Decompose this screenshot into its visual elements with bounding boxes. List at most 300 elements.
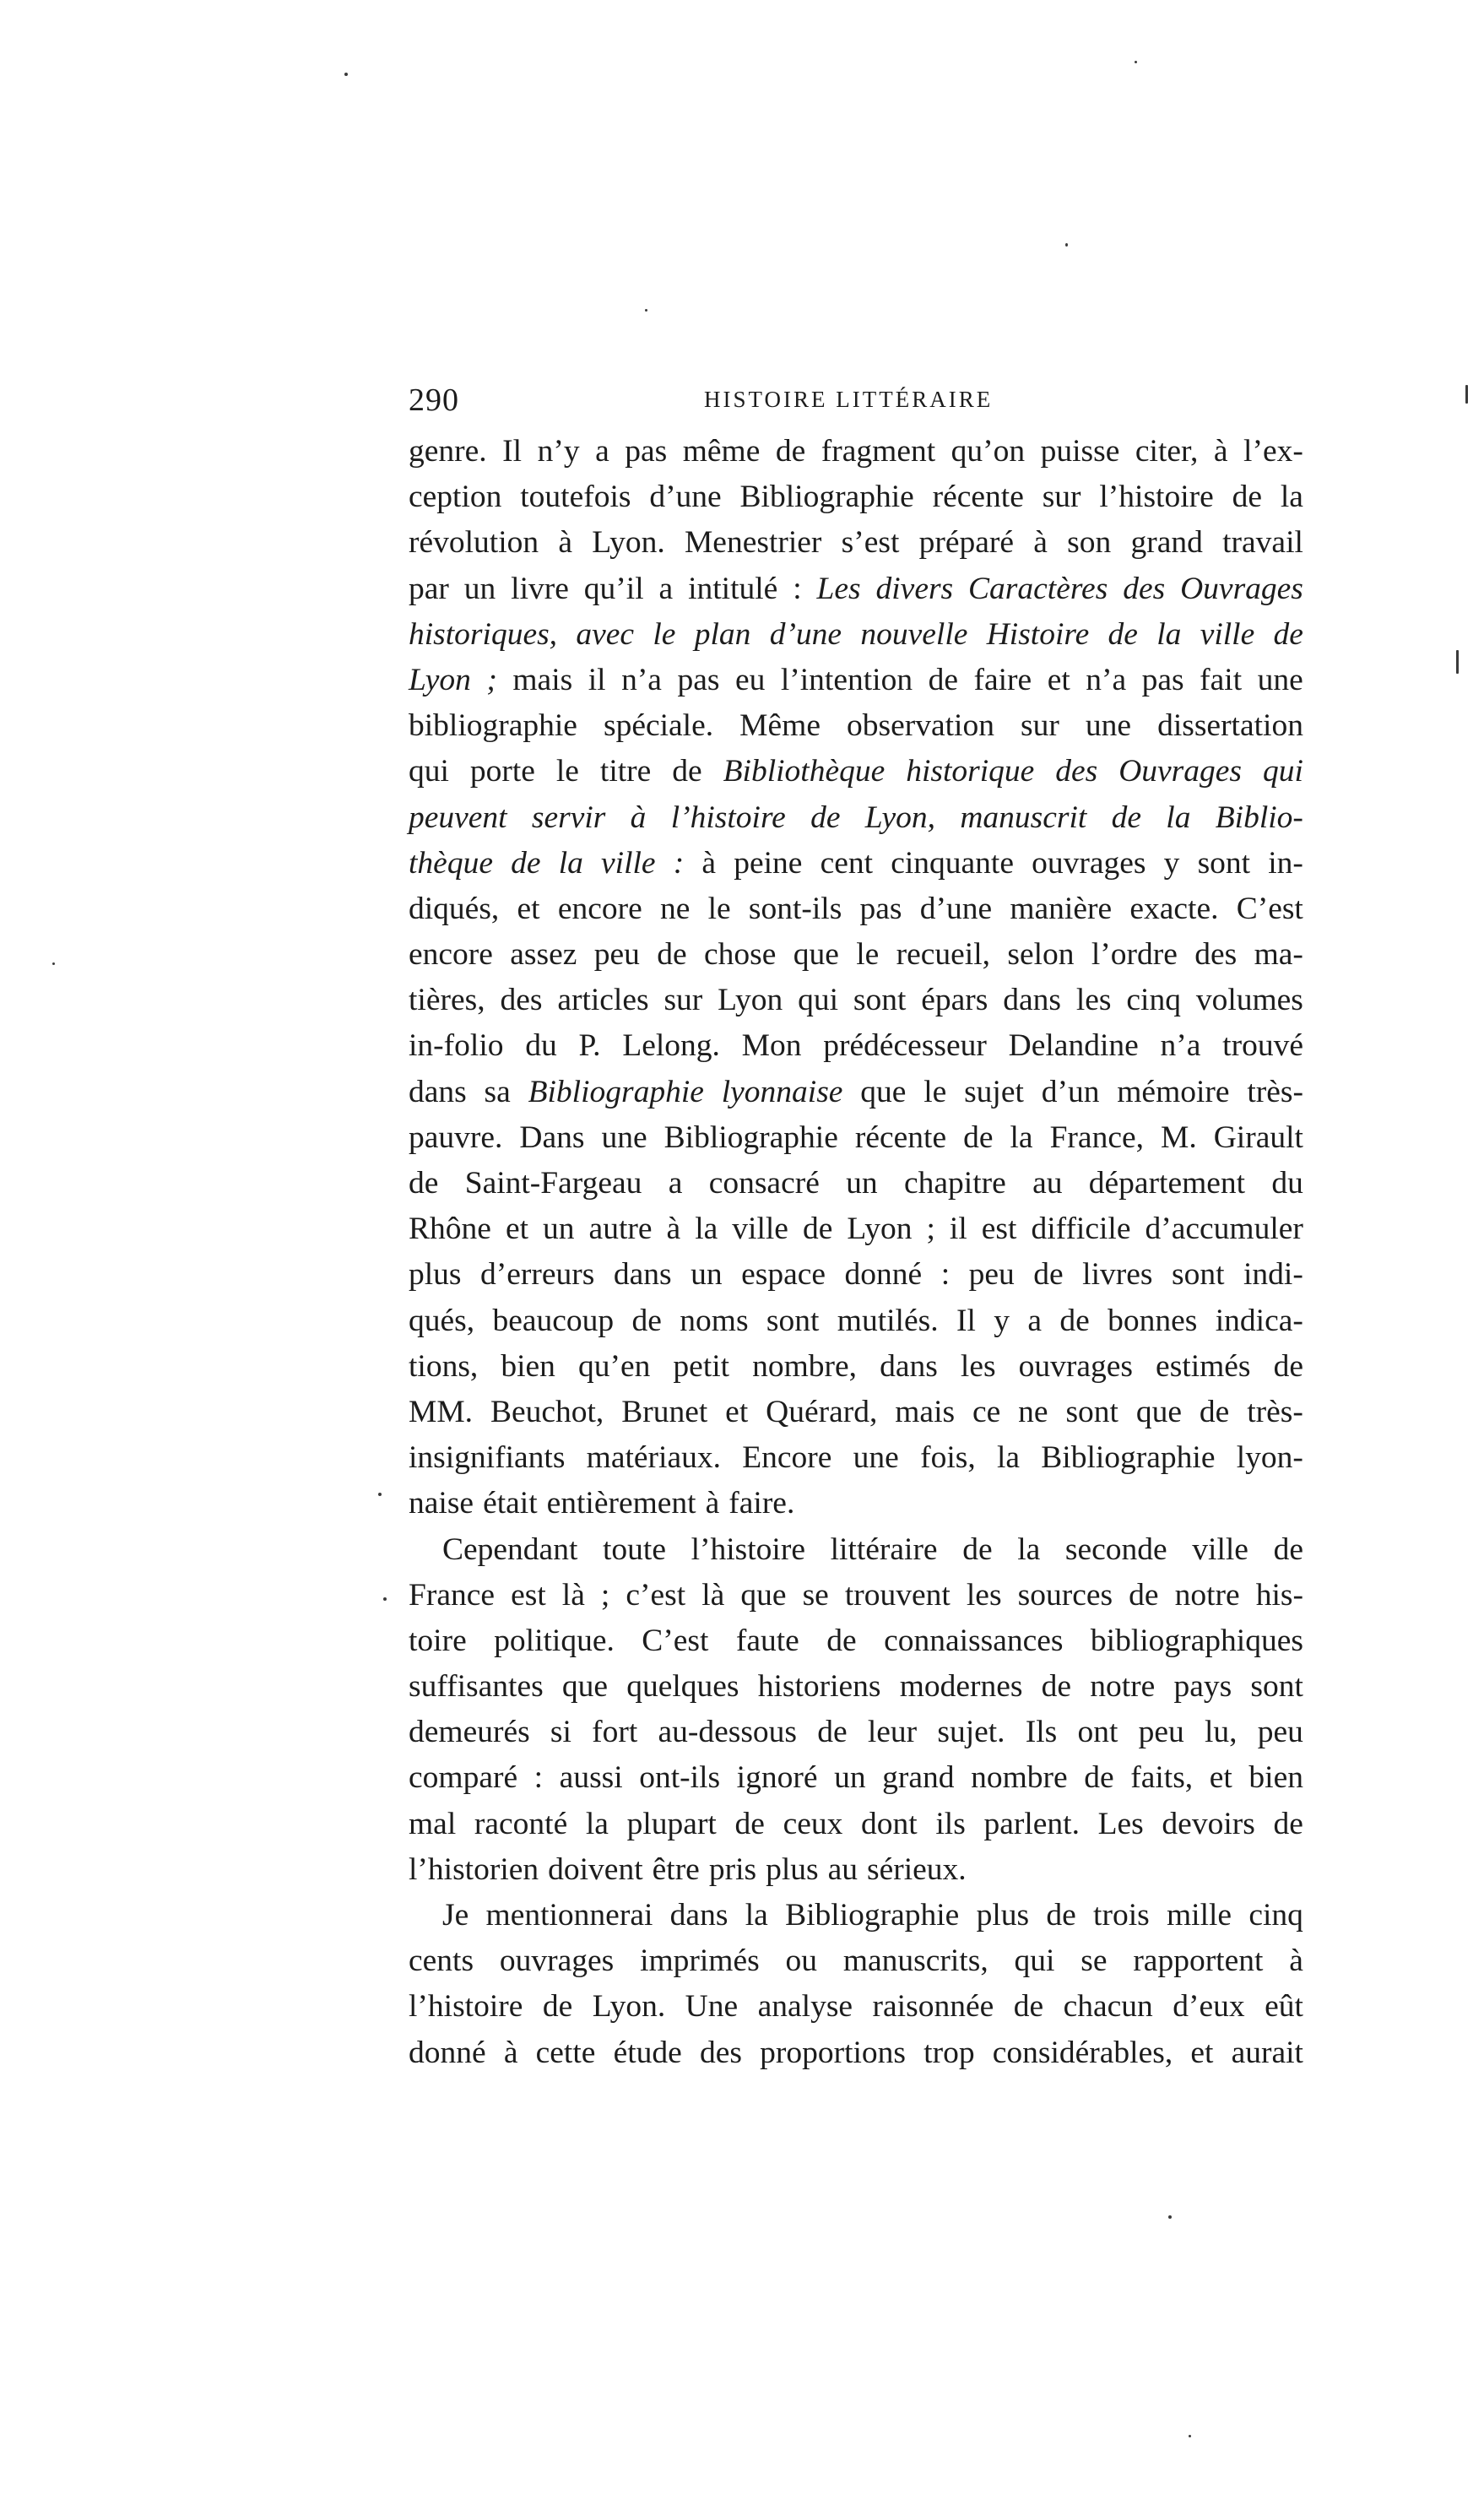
word: de xyxy=(1046,1898,1076,1933)
word: Encore xyxy=(742,1440,832,1476)
word: de xyxy=(1273,1348,1303,1384)
word: ception xyxy=(409,480,502,515)
word: sources xyxy=(1017,1577,1113,1613)
word: indi- xyxy=(1243,1257,1303,1293)
word: d’une xyxy=(769,616,842,652)
word: consacré xyxy=(708,1166,820,1201)
word: Biblio- xyxy=(1215,800,1303,835)
word: naise xyxy=(409,1486,474,1521)
text-line xyxy=(409,886,1303,932)
word: sujet xyxy=(964,1074,1024,1109)
word: la xyxy=(1166,800,1191,835)
word: lyonnaise xyxy=(721,1074,843,1109)
word: de xyxy=(1129,1577,1159,1613)
word: bien xyxy=(501,1348,555,1384)
word: qui xyxy=(798,983,839,1018)
text-line xyxy=(409,1481,1303,1526)
word: récente xyxy=(932,480,1024,515)
word: c’est xyxy=(626,1577,686,1613)
word: faire. xyxy=(728,1486,795,1521)
word: le xyxy=(856,937,880,973)
word: ; xyxy=(926,1212,935,1247)
word: considérables, xyxy=(992,2035,1173,2070)
word: Quérard, xyxy=(766,1394,878,1429)
word: doivent xyxy=(548,1851,643,1887)
word: Lyon. xyxy=(592,525,665,561)
scan-speck xyxy=(1189,2435,1191,2437)
word: de xyxy=(1108,616,1138,652)
word: et xyxy=(1190,2035,1214,2070)
word: pas xyxy=(1141,662,1184,697)
word: révolution xyxy=(409,525,539,561)
word: genre. xyxy=(409,434,487,469)
word: d’une xyxy=(649,480,722,515)
word: grand xyxy=(882,1760,955,1796)
word: d’une xyxy=(919,891,993,926)
word: : xyxy=(673,845,685,881)
word: Ils xyxy=(1025,1715,1058,1750)
word: Lyon. xyxy=(592,1989,666,2025)
word: faute xyxy=(735,1623,799,1658)
word: n’y xyxy=(537,434,580,469)
word: chose xyxy=(703,937,777,973)
text-line xyxy=(409,749,1303,794)
word: plupart xyxy=(626,1806,717,1841)
word: toute xyxy=(602,1531,666,1567)
word: a xyxy=(1027,1303,1042,1338)
text-line xyxy=(409,932,1303,978)
word: qu’en xyxy=(577,1348,651,1384)
word: eu xyxy=(734,662,766,697)
word: Ouvrages xyxy=(1180,571,1303,606)
word: ville xyxy=(1192,1531,1248,1567)
word: Caractères xyxy=(968,571,1108,606)
word: peu xyxy=(1257,1715,1303,1750)
word: département xyxy=(1088,1166,1246,1201)
word: fort xyxy=(592,1715,638,1750)
word: ignoré xyxy=(736,1760,818,1796)
word: la xyxy=(1010,1119,1033,1155)
word: de xyxy=(775,434,806,469)
word: la xyxy=(695,1212,718,1247)
word: demeurés xyxy=(409,1715,530,1750)
word: politique. xyxy=(494,1623,615,1658)
word: peine xyxy=(734,845,803,881)
word: indica- xyxy=(1215,1303,1303,1338)
word: une xyxy=(1257,662,1303,697)
word: l’histoire xyxy=(409,1989,523,2025)
word: tions, xyxy=(409,1348,479,1384)
word: à xyxy=(1289,1943,1303,1979)
word: un xyxy=(834,1760,866,1796)
text-line xyxy=(409,612,1303,658)
word: de xyxy=(657,937,687,973)
word: là xyxy=(701,1577,725,1613)
word: in-folio xyxy=(409,1028,504,1064)
word: Ouvrages xyxy=(1118,754,1243,789)
word: devoirs xyxy=(1162,1806,1255,1841)
word: proportions xyxy=(760,2035,907,2070)
word: qui xyxy=(409,754,449,789)
word: être xyxy=(652,1851,700,1887)
word: une xyxy=(601,1119,647,1155)
word: estimés xyxy=(1156,1348,1251,1384)
word: de xyxy=(1041,1669,1072,1705)
word: une xyxy=(1085,708,1132,744)
text-line xyxy=(409,703,1303,749)
word: que xyxy=(860,1074,907,1109)
text-line xyxy=(409,1390,1303,1435)
word: une xyxy=(853,1440,899,1476)
word: ville xyxy=(601,845,656,881)
word: sont-ils xyxy=(748,891,842,926)
word: sur xyxy=(1042,480,1081,515)
word: tières, xyxy=(409,983,485,1018)
word: par xyxy=(409,571,449,606)
scan-speck xyxy=(52,962,55,965)
word: parlent. xyxy=(983,1806,1080,1841)
word: sujet. xyxy=(937,1715,1005,1750)
word: de xyxy=(409,1166,439,1201)
word: de xyxy=(810,800,841,835)
word: à xyxy=(705,1486,720,1521)
word: volumes xyxy=(1195,983,1303,1018)
word: ville xyxy=(732,1212,788,1247)
word: du xyxy=(525,1028,557,1064)
word: de xyxy=(1111,800,1142,835)
word: Les xyxy=(816,571,861,606)
word: nouvelle xyxy=(860,616,968,652)
word: toire xyxy=(409,1623,467,1658)
word: des xyxy=(1055,754,1098,789)
word: Delandine xyxy=(1008,1028,1139,1064)
word: espace xyxy=(741,1257,826,1293)
word: bibliographiques xyxy=(1090,1623,1303,1658)
word: ouvrages xyxy=(1018,1348,1133,1384)
text-line xyxy=(409,1893,1303,1938)
word: Beuchot, xyxy=(490,1394,604,1429)
word: à xyxy=(558,525,573,561)
word: ne xyxy=(659,891,691,926)
word: ma- xyxy=(1254,937,1303,973)
word: modernes xyxy=(899,1669,1023,1705)
word: la xyxy=(1017,1531,1041,1567)
word: de xyxy=(672,754,702,789)
word: travail xyxy=(1222,525,1303,561)
word: sont xyxy=(853,983,907,1018)
word: puisse xyxy=(1040,434,1120,469)
word: de xyxy=(1084,1760,1114,1796)
word: avec xyxy=(576,616,635,652)
word: et xyxy=(725,1394,749,1429)
word: donné xyxy=(409,2035,486,2070)
word: Les xyxy=(1097,1806,1144,1841)
scan-speck xyxy=(383,1597,387,1601)
word: d’accumuler xyxy=(1145,1212,1303,1247)
word: manuscrit xyxy=(960,800,1087,835)
word: nombre xyxy=(971,1760,1068,1796)
word: Brunet xyxy=(621,1394,708,1429)
word: recueil, xyxy=(896,937,991,973)
word: thèque xyxy=(409,845,493,881)
word: qu’il xyxy=(583,571,644,606)
word: lu, xyxy=(1204,1715,1238,1750)
word: qui xyxy=(1262,754,1303,789)
word: de xyxy=(1273,1806,1303,1841)
word: citer, xyxy=(1135,434,1199,469)
word: est xyxy=(981,1212,1017,1247)
word: : xyxy=(793,571,802,606)
word: que xyxy=(793,937,839,973)
word: très- xyxy=(1247,1074,1303,1109)
word: MM. xyxy=(409,1394,474,1429)
word: le xyxy=(653,616,676,652)
text-line xyxy=(409,1755,1303,1801)
word: chacun xyxy=(1063,1989,1153,2025)
word: à xyxy=(503,2035,518,2070)
text-line xyxy=(409,1573,1303,1618)
text-line xyxy=(409,567,1303,612)
word: Lyon xyxy=(718,983,783,1018)
word: se xyxy=(1081,1943,1108,1979)
word: Il xyxy=(956,1303,976,1338)
word: très- xyxy=(1247,1394,1303,1429)
word: Même xyxy=(739,708,821,744)
word: his- xyxy=(1255,1577,1303,1613)
word: à xyxy=(666,1212,681,1247)
scan-speck xyxy=(1135,61,1137,63)
word: d’erreurs xyxy=(480,1257,595,1293)
word: il xyxy=(949,1212,967,1247)
word: trois xyxy=(1093,1898,1150,1933)
text-line xyxy=(409,1206,1303,1252)
word: même xyxy=(682,434,761,469)
word: C’est xyxy=(642,1623,709,1658)
word: servir xyxy=(531,800,606,835)
word: de xyxy=(962,1531,993,1567)
word: que xyxy=(561,1669,609,1705)
word: peu xyxy=(968,1257,1015,1293)
word: de xyxy=(1232,480,1263,515)
word: mémoire xyxy=(1117,1074,1230,1109)
word: Girault xyxy=(1213,1119,1303,1155)
word: peu xyxy=(1138,1715,1184,1750)
text-line xyxy=(409,1070,1303,1115)
word: cent xyxy=(820,845,874,881)
word: des xyxy=(1194,937,1238,973)
word: de xyxy=(928,662,958,697)
word: selon xyxy=(1007,937,1075,973)
word: la xyxy=(745,1898,768,1933)
word: la xyxy=(996,1440,1021,1476)
word: et xyxy=(505,1212,529,1247)
word: ont xyxy=(1077,1715,1118,1750)
word: suffisantes xyxy=(409,1669,544,1705)
word: qu’on xyxy=(951,434,1026,469)
word: pas xyxy=(859,891,902,926)
word: historique xyxy=(906,754,1035,789)
word: étude xyxy=(613,2035,682,2070)
word: sont xyxy=(1250,1669,1303,1705)
text-line xyxy=(409,1435,1303,1481)
word: sont xyxy=(1197,845,1251,881)
word: que xyxy=(1135,1394,1183,1429)
word: un xyxy=(846,1166,878,1201)
word: Une xyxy=(685,1989,739,2025)
word: assez xyxy=(510,937,577,973)
word: Rhône xyxy=(409,1212,491,1247)
word: s’est xyxy=(841,525,900,561)
word: de xyxy=(542,1989,573,2025)
word: que xyxy=(740,1577,787,1613)
text-line xyxy=(409,1710,1303,1755)
word: récente xyxy=(854,1119,947,1155)
word: mentionnerai xyxy=(485,1898,653,1933)
word: qués, xyxy=(409,1303,475,1338)
word: Je xyxy=(442,1898,469,1933)
text-line xyxy=(409,1984,1303,2030)
word: Lelong. xyxy=(622,1028,720,1064)
word: du xyxy=(1271,1166,1303,1201)
word: peu xyxy=(593,937,640,973)
scan-speck xyxy=(1456,650,1459,674)
word: au xyxy=(1032,1166,1063,1201)
word: au-dessous xyxy=(658,1715,798,1750)
word: un xyxy=(543,1212,575,1247)
word: y xyxy=(994,1303,1010,1338)
word: faits, xyxy=(1130,1760,1194,1796)
word: France, xyxy=(1049,1119,1144,1155)
word: était xyxy=(483,1486,538,1521)
word: pauvre. xyxy=(409,1119,503,1155)
word: aussi xyxy=(559,1760,623,1796)
word: ne xyxy=(1018,1394,1048,1429)
word: la xyxy=(558,845,583,881)
word: y xyxy=(1163,845,1180,881)
word: sérieux. xyxy=(867,1851,967,1887)
word: de xyxy=(511,845,541,881)
text-line xyxy=(409,1344,1303,1390)
word: notre xyxy=(1174,1577,1240,1613)
body-text xyxy=(409,429,1303,2076)
word: Lyon, xyxy=(864,800,936,835)
word: eût xyxy=(1265,1989,1303,2025)
word: Menestrier xyxy=(684,525,822,561)
text-line xyxy=(409,1938,1303,1984)
word: analyse xyxy=(757,1989,853,2025)
word: Bibliographie xyxy=(663,1119,838,1155)
word: pas xyxy=(625,434,668,469)
word: plan xyxy=(694,616,751,652)
word: trouvé xyxy=(1222,1028,1303,1064)
word: un xyxy=(463,571,496,606)
scan-speck xyxy=(344,73,348,76)
word: livre xyxy=(511,571,569,606)
word: cents xyxy=(409,1943,474,1979)
page-header xyxy=(409,382,1303,432)
word: titre xyxy=(599,754,652,789)
word: sont xyxy=(766,1303,820,1338)
word: : xyxy=(940,1257,951,1293)
word: difficile xyxy=(1031,1212,1131,1247)
word: historiens xyxy=(757,1669,881,1705)
word: son xyxy=(1067,525,1112,561)
word: bibliographie xyxy=(409,708,577,744)
word: dans xyxy=(1003,983,1061,1018)
text-line xyxy=(409,658,1303,703)
word: dans xyxy=(409,1074,467,1109)
scan-speck xyxy=(1168,2215,1172,2219)
word: insignifiants xyxy=(409,1440,566,1476)
word: l’intention xyxy=(780,662,913,697)
word: Cependant xyxy=(442,1531,578,1567)
word: fait xyxy=(1200,662,1243,697)
word: Mon xyxy=(741,1028,802,1064)
word: cinquante xyxy=(891,845,1014,881)
word: de xyxy=(1273,1531,1303,1567)
running-head: HISTOIRE LITTÉRAIRE xyxy=(704,387,994,412)
word: ouvrages xyxy=(499,1943,615,1979)
word: diqués, xyxy=(409,891,500,926)
word: ; xyxy=(600,1577,610,1613)
word: sont xyxy=(1172,1257,1225,1293)
word: a xyxy=(668,1166,683,1201)
word: raconté xyxy=(474,1806,568,1841)
text-line xyxy=(409,1664,1303,1710)
word: de xyxy=(802,1212,833,1247)
word: petit xyxy=(673,1348,730,1384)
word: quelques xyxy=(626,1669,739,1705)
word: n’a xyxy=(621,662,662,697)
word: pays xyxy=(1173,1669,1232,1705)
word: n’a xyxy=(1160,1028,1201,1064)
word: France xyxy=(409,1577,496,1613)
word: historiques, xyxy=(409,616,558,652)
word: encore xyxy=(409,937,493,973)
word: l’histoire xyxy=(691,1531,805,1567)
word: bonnes xyxy=(1108,1303,1198,1338)
word: un xyxy=(691,1257,723,1293)
word: qui xyxy=(1014,1943,1055,1979)
word: de xyxy=(1199,1394,1230,1429)
word: trop xyxy=(923,2035,975,2070)
word: sont xyxy=(1065,1394,1118,1429)
word: manuscrits, xyxy=(842,1943,988,1979)
text-line xyxy=(409,520,1303,566)
word: de xyxy=(1013,1989,1044,2025)
word: observation xyxy=(847,708,994,744)
word: et xyxy=(1209,1760,1232,1796)
word: peuvent xyxy=(409,800,507,835)
word: P. xyxy=(578,1028,601,1064)
word: de xyxy=(734,1806,765,1841)
word: sur xyxy=(663,983,703,1018)
word: n’a xyxy=(1086,662,1127,697)
word: des xyxy=(500,983,543,1018)
word: dans xyxy=(613,1257,672,1293)
word: à xyxy=(701,845,717,881)
text-line xyxy=(409,978,1303,1023)
text-line xyxy=(409,1252,1303,1298)
word: prédécesseur xyxy=(823,1028,987,1064)
word: Il xyxy=(502,434,523,469)
text-line xyxy=(409,1161,1303,1206)
word: ; xyxy=(486,662,497,697)
word: d’eux xyxy=(1173,1989,1245,2025)
word: in- xyxy=(1268,845,1303,881)
word: autre xyxy=(588,1212,653,1247)
word: Lyon xyxy=(409,662,471,697)
